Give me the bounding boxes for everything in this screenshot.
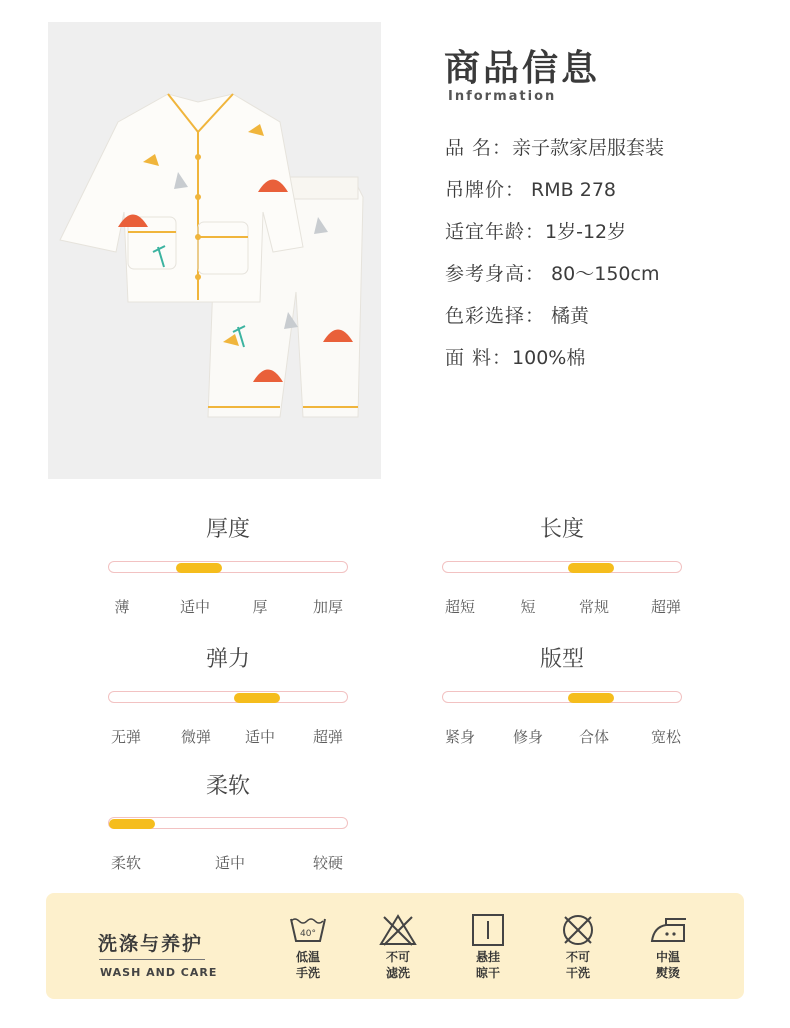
care-label-line1: 不可 [385, 950, 410, 964]
info-value: 100%棉 [512, 347, 586, 369]
info-label: 吊牌价： [445, 179, 526, 201]
scale-indicator [234, 693, 280, 703]
care-label-line2: 手洗 [295, 966, 320, 980]
info-value: 亲子款家居服套装 [512, 137, 665, 159]
pajama-set-illustration [48, 22, 381, 479]
scale-tick-label: 薄 [114, 598, 130, 616]
scale-tick-label: 宽松 [650, 728, 682, 746]
scale-title: 弹力 [205, 647, 250, 672]
info-value: RMB 278 [525, 179, 616, 201]
info-row-age [445, 217, 626, 244]
scale-tick-label: 无弹 [110, 728, 142, 746]
info-label: 品 名： [445, 137, 513, 159]
care-item-wash [278, 913, 338, 981]
scale-tick-label: 适中 [179, 598, 211, 616]
info-value: 橘黄 [545, 305, 590, 327]
care-item-hang [458, 913, 518, 981]
scale-tick-label: 超弹 [312, 728, 344, 746]
care-divider [99, 959, 205, 960]
scale-indicator [176, 563, 222, 573]
scale-tick-label: 短 [520, 598, 536, 616]
care-label-line1: 不可 [565, 950, 590, 964]
scale-title: 版型 [539, 647, 584, 672]
info-row-price [445, 175, 616, 202]
care-label-line2: 滤洗 [385, 966, 410, 980]
scale-tick-label: 厚 [252, 598, 268, 616]
scale-tick-label: 微弹 [180, 728, 212, 746]
care-label-line1: 悬挂 [475, 950, 500, 964]
product-photo [48, 22, 381, 479]
scale-track [108, 817, 348, 829]
hang-dry-icon [468, 913, 508, 947]
scale-track [442, 561, 682, 573]
iron-medium-icon [646, 913, 690, 947]
scale-title: 厚度 [205, 517, 250, 542]
scale-tick-label: 合体 [578, 728, 610, 746]
scale-tick-label: 较硬 [312, 854, 344, 872]
wash-40-icon [288, 913, 328, 947]
scale-tick-label: 加厚 [312, 598, 344, 616]
scale-tick-label: 柔软 [110, 854, 142, 872]
scale-tick-label: 适中 [214, 854, 246, 872]
scale-tick-label: 常规 [578, 598, 610, 616]
no-bleach-icon [378, 913, 418, 947]
care-label-line2: 熨烫 [655, 966, 680, 980]
scale-track [442, 691, 682, 703]
info-label: 面 料： [445, 347, 513, 369]
care-item-bleach [368, 913, 428, 981]
scale-tick-label: 修身 [512, 728, 544, 746]
info-label: 参考身高： [445, 263, 546, 285]
info-title: 商品信息 [444, 48, 601, 89]
scale-indicator [109, 819, 155, 829]
care-item-iron [638, 913, 698, 981]
care-label-line2: 干洗 [565, 966, 590, 980]
scale-title: 柔软 [205, 774, 250, 799]
care-panel [46, 893, 744, 999]
scale-tick-label: 超短 [444, 598, 476, 616]
scale-tick-label: 紧身 [444, 728, 476, 746]
info-row-height [445, 259, 659, 286]
scale-indicator [568, 563, 614, 573]
info-row-color [445, 301, 589, 328]
scale-title: 长度 [539, 517, 584, 542]
care-label-line1: 中温 [655, 950, 680, 964]
info-label: 色彩选择： [445, 305, 546, 327]
scale-tick-label: 超弹 [650, 598, 682, 616]
scale-track [108, 561, 348, 573]
scale-indicator [568, 693, 614, 703]
care-label-line2: 晾干 [475, 966, 500, 980]
no-tumble-dry-icon [558, 913, 598, 947]
info-row-name [445, 133, 664, 160]
care-title: 洗涤与养护 [98, 933, 204, 955]
info-label: 适宜年龄： [445, 221, 546, 243]
scale-tick-label: 适中 [244, 728, 276, 746]
scale-track [108, 691, 348, 703]
care-subtitle: WASH AND CARE [100, 966, 218, 979]
wash-temp-label: 40° [300, 929, 316, 939]
info-subtitle: Information [448, 89, 557, 104]
care-label-line1: 低温 [295, 950, 320, 964]
info-row-fabric [445, 343, 585, 370]
info-value: 1岁-12岁 [545, 221, 627, 243]
info-value: 80～150cm [545, 263, 660, 285]
care-item-dry [548, 913, 608, 981]
